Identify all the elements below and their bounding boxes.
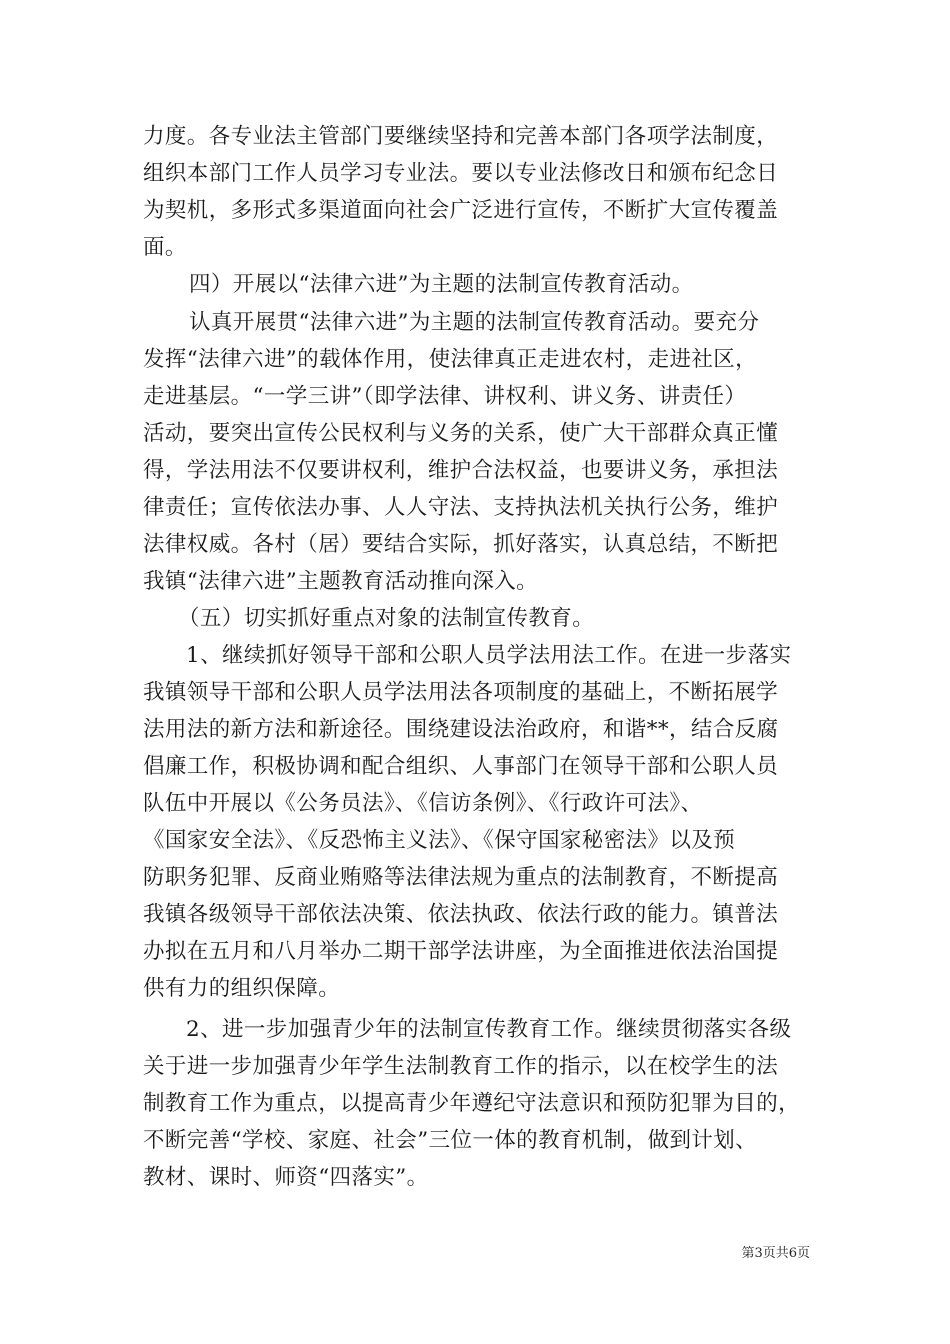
paragraph-line: 制教育工作为重点，以提高青少年遵纪守法意识和预防犯罪为目的， [143, 1091, 801, 1116]
paragraph-line: 我镇领导干部和公职人员学法用法各项制度的基础上，不断拓展学 [143, 680, 779, 705]
paragraph-line: 倡廉工作，积极协调和配合组织、人事部门在领导干部和公职人员 [143, 754, 779, 779]
paragraph-line: 供有力的组织保障。 [143, 976, 341, 1001]
paragraph-line: 组织本部门工作人员学习专业法。要以专业法修改日和颁布纪念日 [143, 161, 779, 186]
paragraph-line: 活动，要突出宣传公民权利与义务的关系，使广大干部群众真正懂 [143, 421, 779, 446]
section-heading: （五）切实抓好重点对象的法制宣传教育。 [178, 606, 595, 631]
paragraph-line: 认真开展贯“法律六进”为主题的法制宣传教育活动。要充分 [189, 310, 760, 335]
paragraph-line: 我镇各级领导干部依法决策、依法执政、依法行政的能力。镇普法 [143, 902, 779, 927]
paragraph-line: 我镇“法律六进”主题教育活动推向深入。 [143, 569, 539, 594]
paragraph-line: 《国家安全法》、《反恐怖主义法》、《保守国家秘密法》以及预 [143, 828, 736, 853]
paragraph-line: 办拟在五月和八月举办二期干部学法讲座，为全面推进依法治国提 [143, 939, 779, 964]
section-heading: 四）开展以“法律六进”为主题的法制宣传教育活动。 [189, 272, 694, 297]
paragraph-line: 得，学法用法不仅要讲权利，维护合法权益，也要讲义务，承担法 [143, 458, 779, 483]
paragraph-line: 队伍中开展以《公务员法》、《信访条例》、《行政许可法》、 [143, 791, 703, 816]
page-number: 第3页共6页 [741, 1246, 810, 1261]
paragraph-line: 防职务犯罪、反商业贿赂等法律法规为重点的法制教育，不断提高 [143, 865, 779, 890]
paragraph-line: 法用法的新方法和新途径。围绕建设法治政府，和谐**，结合反腐 [143, 717, 779, 742]
paragraph-line: 法律权威。各村（居）要结合实际，抓好落实，认真总结，不断把 [143, 532, 779, 557]
paragraph-line: 2、进一步加强青少年的法制宣传教育工作。继续贯彻落实各级 [186, 1017, 792, 1042]
paragraph-line: 为契机，多形式多渠道面向社会广泛进行宣传，不断扩大宣传覆盖 [143, 198, 779, 223]
paragraph-line: 走进基层。“一学三讲”（即学法律、讲权利、讲义务、讲责任） [143, 384, 747, 409]
paragraph-line: 教材、课时、师资“四落实”。 [143, 1165, 429, 1190]
paragraph-line: 面。 [143, 235, 187, 260]
paragraph-line: 发挥“法律六进”的载体作用，使法律真正走进农村，走进社区， [143, 347, 758, 372]
paragraph-line: 关于进一步加强青少年学生法制教育工作的指示，以在校学生的法 [143, 1054, 779, 1079]
paragraph-line: 律责任；宣传依法办事、人人守法、支持执法机关执行公务，维护 [143, 495, 779, 520]
paragraph-line: 力度。各专业法主管部门要继续坚持和完善本部门各项学法制度， [143, 124, 779, 149]
paragraph-line: 1、继续抓好领导干部和公职人员学法用法工作。在进一步落实 [186, 643, 792, 668]
paragraph-line: 不断完善“学校、家庭、社会”三位一体的教育机制，做到计划、 [143, 1128, 758, 1153]
